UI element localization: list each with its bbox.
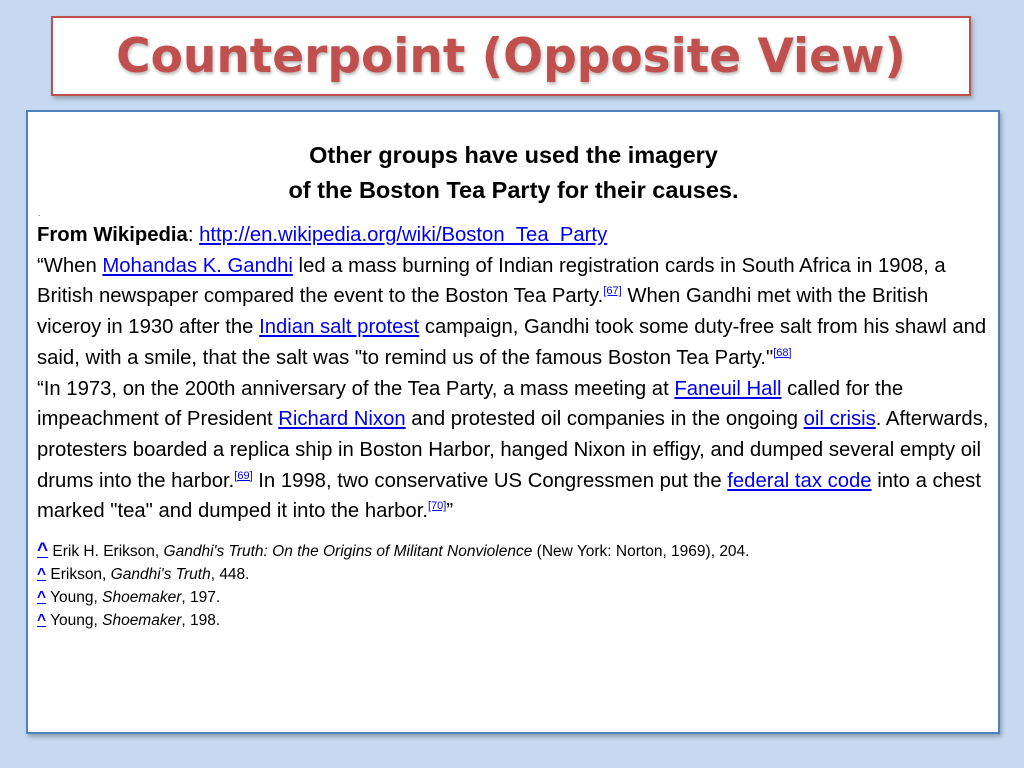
p2-text-4: . Afterwards, protesters boarded a replica ship in Boston Harbor, hanged Nixon in effigy, and dumped several empty oil drums into the harbor. (37, 408, 989, 492)
references-list (37, 539, 990, 632)
link-federal-tax-code[interactable]: federal tax code (727, 469, 872, 492)
quote-body (37, 220, 990, 527)
stray-dot: . (38, 209, 41, 218)
source-line (37, 220, 990, 251)
link-faneuil-hall[interactable]: Faneuil Hall (674, 377, 782, 400)
ref-link-68[interactable]: [68] (773, 346, 792, 359)
ref-title: Gandhi's Truth: On the Origins of Militant Nonviolence (163, 543, 533, 561)
link-mohandas-gandhi[interactable]: Mohandas K. Gandhi (102, 254, 293, 277)
content-box (26, 110, 1000, 734)
ref-text: Erik H. Erikson, (48, 543, 164, 561)
p2-text-7: ” (446, 500, 454, 523)
ref-link-67[interactable]: [67] (603, 285, 622, 298)
heading-line-2: of the Boston Tea Party for their causes. (288, 177, 739, 203)
p2-text-1: “In 1973, on the 200th anniversary of the Tea Party, a mass meeting at (37, 377, 675, 400)
source-label: From Wikipedia (37, 224, 188, 246)
source-url-link[interactable]: http://en.wikipedia.org/wiki/Boston_Tea_Party (199, 224, 608, 246)
ref-text: , 197. (181, 589, 221, 607)
p1-text-1: “When (37, 254, 103, 277)
ref-caret-link[interactable]: ^ (37, 589, 47, 607)
reference-item (37, 609, 990, 632)
paragraph-1973 (37, 374, 990, 528)
paragraph-gandhi (37, 251, 990, 374)
source-colon: : (187, 224, 200, 246)
reference-item (37, 563, 990, 586)
ref-text: (New York: Norton, 1969), 204. (532, 543, 750, 561)
p2-text-2: called for the impeachment of President (37, 377, 904, 431)
ref-title: Shoemaker (102, 589, 182, 607)
link-richard-nixon[interactable]: Richard Nixon (278, 408, 406, 431)
p2-text-5: In 1998, two conservative US Congressmen put the (252, 469, 728, 492)
ref-caret-link[interactable]: ^ (37, 540, 49, 562)
ref-text: Erikson, (46, 566, 111, 584)
title-box (51, 16, 971, 96)
ref-text: , 198. (181, 612, 221, 630)
reference-item (37, 539, 990, 563)
ref-caret-link[interactable]: ^ (37, 566, 47, 584)
p1-text-2: led a mass burning of Indian registration cards in South Africa in 1908, a British newspaper compared the event to the Boston Tea Party. (37, 254, 946, 308)
slide-title: Counterpoint (Opposite View) (116, 28, 906, 84)
ref-link-69[interactable]: [69] (234, 469, 253, 482)
p1-text-4: campaign, Gandhi took some duty-free salt from his shawl and said, with a smile, that the salt was "to remind us of the famous Boston Tea Party." (37, 316, 987, 369)
ref-link-70[interactable]: [70] (427, 500, 447, 513)
reference-item (37, 586, 990, 609)
ref-text: , 448. (210, 566, 250, 584)
ref-text: Young, (46, 589, 103, 607)
ref-caret-link[interactable]: ^ (37, 612, 47, 630)
heading-line-1: Other groups have used the imagery (309, 142, 718, 168)
ref-text: Young, (46, 612, 103, 630)
link-oil-crisis[interactable]: oil crisis (803, 408, 876, 431)
ref-title: Shoemaker (102, 612, 182, 630)
heading (37, 138, 990, 208)
ref-title: Gandhi's Truth (110, 566, 211, 584)
p1-text-3: When Gandhi met with the British viceroy in 1930 after the (37, 285, 929, 339)
p2-text-6: into a chest marked "tea" and dumped it into the harbor. (37, 469, 981, 523)
p2-text-3: and protested oil companies in the ongoing (405, 408, 804, 431)
link-indian-salt-protest[interactable]: Indian salt protest (259, 316, 420, 339)
